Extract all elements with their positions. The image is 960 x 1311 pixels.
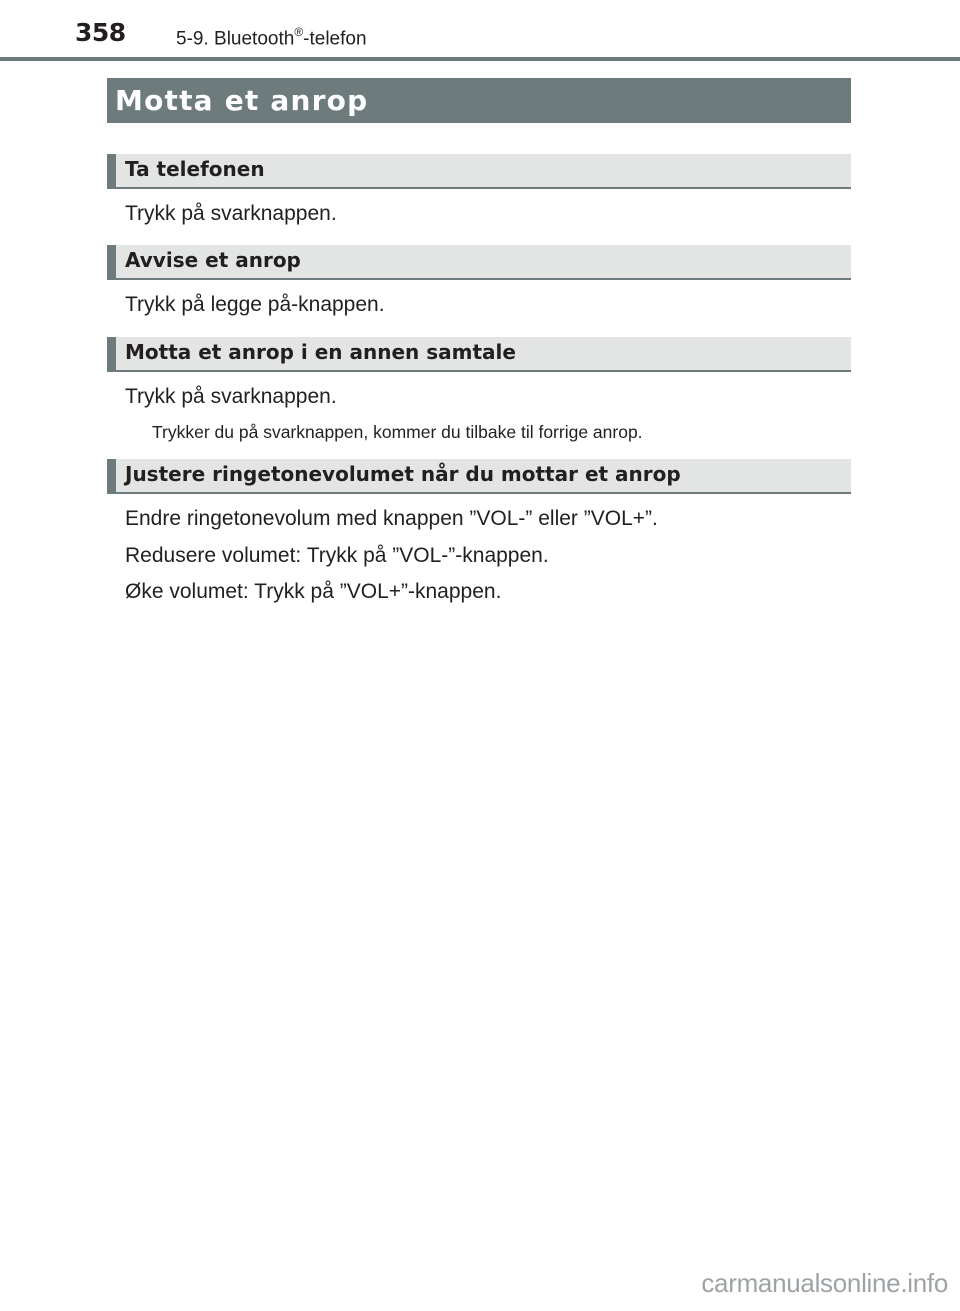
- watermark: carmanualsonline.info: [701, 1268, 948, 1298]
- chapter-title-suffix: -telefon: [303, 28, 367, 50]
- subsection-title: Ta telefonen: [125, 157, 265, 181]
- page-number: 358: [75, 18, 126, 47]
- subsection-heading-justere-ringetonevolumet: [107, 459, 851, 494]
- subsection-heading-ta-telefonen: [107, 154, 851, 189]
- subsection-marker: [107, 459, 116, 492]
- chapter-title-text: 5-9. Bluetooth: [176, 28, 295, 50]
- subsection-marker: [107, 245, 116, 278]
- instruction-text: Øke volumet: Trykk på ”VOL+”-knappen.: [125, 580, 502, 603]
- section-title: Motta et anrop: [107, 78, 851, 123]
- instruction-text: Redusere volumet: Trykk på ”VOL-”-knappen.: [125, 544, 549, 567]
- subsection-title: Motta et anrop i en annen samtale: [125, 340, 516, 364]
- instruction-text: Trykk på legge på-knappen.: [125, 293, 385, 316]
- instruction-text: Trykk på svarknappen.: [125, 385, 337, 408]
- running-header: [0, 0, 960, 62]
- instruction-text: Endre ringetonevolum med knappen ”VOL-” eller ”VOL+”.: [125, 507, 658, 530]
- subsection-title: Avvise et anrop: [125, 248, 301, 272]
- chapter-title: [176, 26, 367, 50]
- subsection-marker: [107, 154, 116, 187]
- note-text: Trykker du på svarknappen, kommer du tilbake til forrige anrop.: [152, 422, 643, 442]
- subsection-marker: [107, 337, 116, 370]
- subsection-heading-motta-i-annen-samtale: [107, 337, 851, 372]
- subsection-title: Justere ringetonevolumet når du mottar et anrop: [125, 462, 681, 486]
- instruction-text: Trykk på svarknappen.: [125, 202, 337, 225]
- header-rule: [0, 57, 960, 61]
- subsection-heading-avvise-et-anrop: [107, 245, 851, 280]
- registered-mark: ®: [294, 25, 304, 39]
